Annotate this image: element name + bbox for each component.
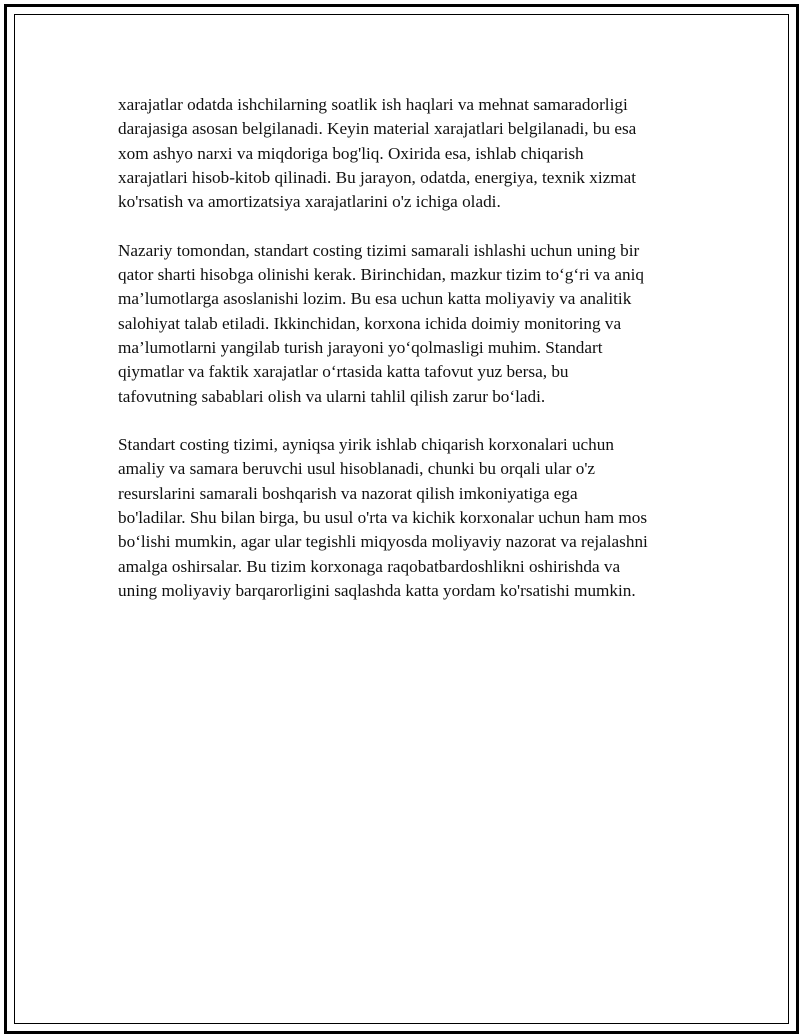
paragraph-3: [118, 433, 698, 603]
text-line: qiymatlar va faktik xarajatlar o‘rtasida katta tafovut yuz bersa, bu: [118, 362, 569, 382]
paragraph-1: [118, 93, 698, 214]
text-line: salohiyat talab etiladi. Ikkinchidan, korxona ichida doimiy monitoring va: [118, 313, 622, 333]
text-line: ma’lumotlarni yangilab turish jarayoni yo‘qolmasligi muhim. Standart: [118, 337, 603, 357]
text-line: xom ashyo narxi va miqdoriga bog'liq. Oxirida esa, ishlab chiqarish: [118, 143, 584, 163]
text-line: xarajatlar odatda ishchilarning soatlik ish haqlari va mehnat samaradorligi: [118, 95, 628, 114]
document-body: [118, 93, 698, 628]
text-line: Nazariy tomondan, standart costing tizimi samarali ishlashi uchun uning bir: [118, 240, 640, 260]
text-line: ko'rsatish va amortizatsiya xarajatlarini o'z ichiga oladi.: [118, 192, 501, 212]
text-line: resurslarini samarali boshqarish va nazorat qilish imkoniyatiga ega: [118, 483, 578, 503]
text-line: xarajatlari hisob-kitob qilinadi. Bu jarayon, odatda, energiya, texnik xizmat: [118, 167, 637, 187]
text-line: amalga oshirsalar. Bu tizim korxonaga raqobatbardoshlikni oshirishda va: [118, 556, 621, 576]
text-line: bo'ladilar. Shu bilan birga, bu usul o'rta va kichik korxonalar uchun ham mos: [118, 508, 648, 528]
text-line: amaliy va samara beruvchi usul hisoblanadi, chunki bu orqali ular o'z: [118, 459, 596, 479]
text-line: ma’lumotlarga asoslanishi lozim. Bu esa uchun katta moliyaviy va analitik: [118, 289, 632, 309]
text-line: qator sharti hisobga olinishi kerak. Birinchidan, mazkur tizim to‘g‘ri va aniq: [118, 265, 644, 285]
text-line: darajasiga asosan belgilanadi. Keyin material xarajatlari belgilanadi, bu esa: [118, 119, 637, 139]
text-line: bo‘lishi mumkin, agar ular tegishli miqyosda moliyaviy nazorat va rejalashni: [118, 532, 648, 552]
text-line: Standart costing tizimi, ayniqsa yirik ishlab chiqarish korxonalari uchun: [118, 435, 614, 455]
paragraph-2: [118, 239, 698, 409]
text-line: uning moliyaviy barqarorligini saqlashda katta yordam ko'rsatishi mumkin.: [118, 580, 636, 600]
text-line: tafovutning sabablari olish va ularni tahlil qilish zarur bo‘ladi.: [118, 386, 546, 406]
